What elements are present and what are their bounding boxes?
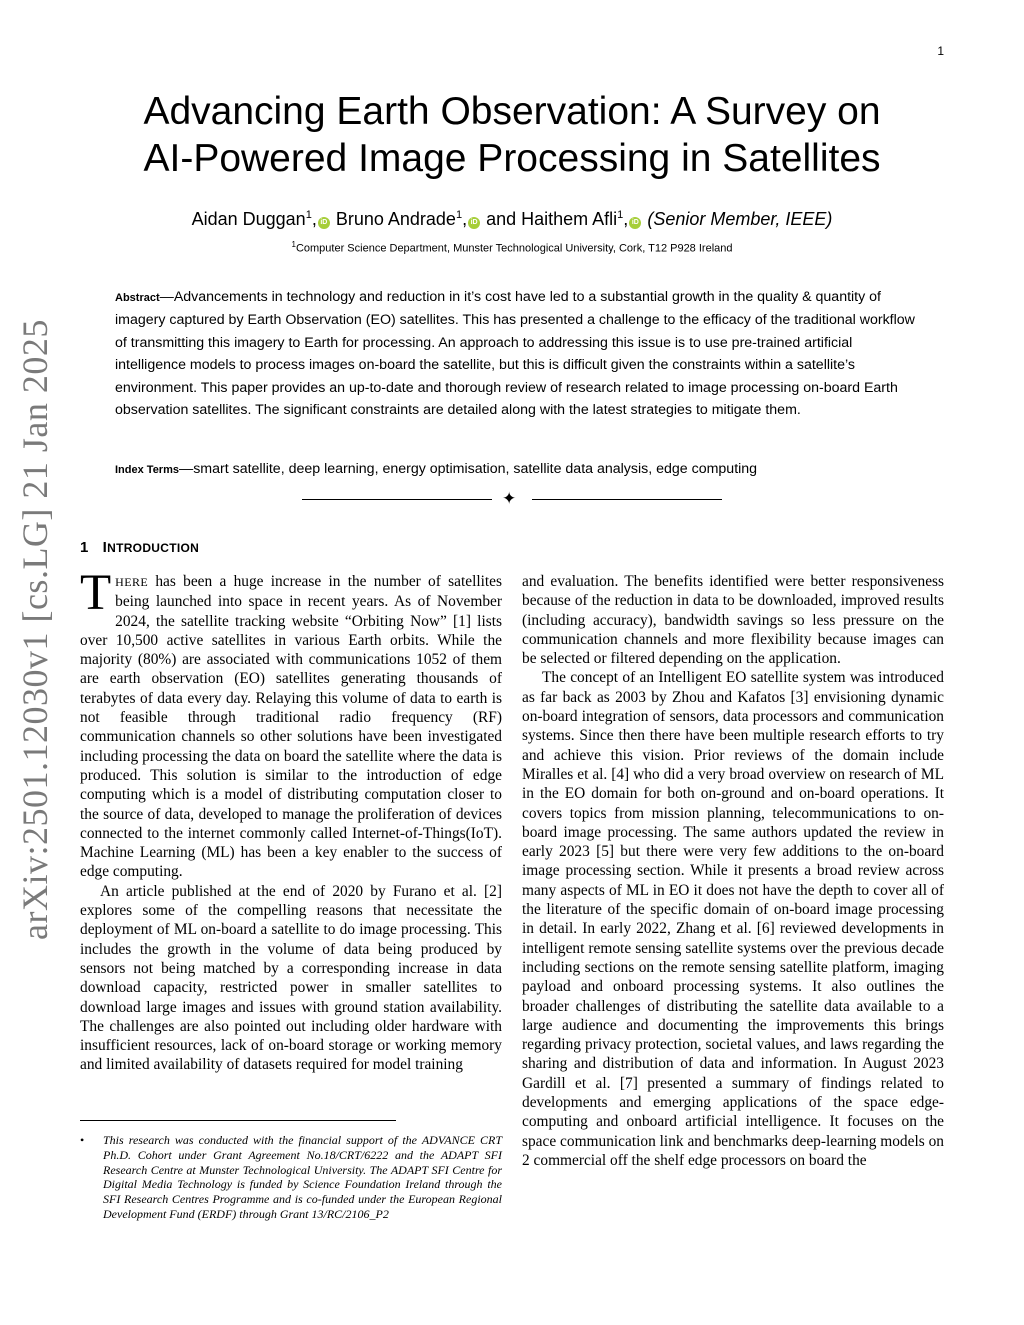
footnote-text: This research was conducted with the financial support of the ADVANCE CRT Ph.D. Cohort under Grant Agreement No.18/CRT/6222 and the ADAPT SFI Research Centre at Munster Technological University. The ADAPT SFI Centre for Digital Media Technology is funded by Science Foundation Ireland through the SFI Research Centres Programme and is co-funded under the European Regional Development Fund (ERDF) through Grant 13/RC/2106_P2 [103,1133,502,1221]
author-separator: , [462,209,468,229]
author-affil-mark: 1 [305,209,312,221]
author-separator: , [623,209,629,229]
abstract-label: Abstract [115,292,160,304]
paragraph: An article published at the end of 2020 by Furano et al. [2] explores some of the compelling reasons that necessitate the deployment of ML on-board a satellite to do image processing. This includes the growth in the volume of data being produced by sensors not being matched by a corresponding increase in data download capacity, restricted power in smaller satellites to download large images and issues with ground station availability. The challenges are also pointed out including older hardware with insufficient resources, lack of on-board storage or working memory and limited availability of datasets required for model training [80,882,502,1074]
index-terms-dash: — [179,461,194,477]
orcid-icon[interactable]: iD [318,217,330,229]
paper-title [80,88,944,182]
paragraph: The concept of an Intelligent EO satellite system was introduced as far back as 2003 by Zhou and Kafatos [3] envisioning dynamic on-board integration of sensors, data processors and communication systems. Since then there have been multiple research efforts to try and achieve this vision. Prior reviews of the domain include Miralles et al. [4] who did a very broad overview on research of ML in the EO domain for both on-ground and on-board operations. It covers topics from mission planning, telecommunications to on-board image processing. The same authors updated the review in early 2023 [5] but there were very few additions to the on-board image processing section. While it presents a broad review across many aspects of ML in EO it does not have the depth to cover all of the literature of the specific domain of on-board image processing in detail. In early 2022, Zhang et al. [6] reviewed developments in intelligent remote sensing satellite systems over the previous decade including sections on the remote sensing satellite platform, imaging payload and onboard processing systems. It also outlines the broader challenges of distributing the satellite data available to a large audience and documenting the improvements this brings regarding privacy protection, societal values, and laws regarding the sharing and distribution of data and information. In August 2023 Gardill et al. [7] presented a summary of findings related to developments and emerging applications of the space edge-computing and onboard artificial intelligence. It focuses on the space communication link and benchmarks deep-learning models on 2 commercial off the shelf edge processors on board the [522,669,944,1169]
affiliation [80,240,944,255]
author-name: and Haithem Afli [486,209,618,229]
paragraph: and evaluation. The benefits identified were better responsiveness because of the reduction in data to be downloaded, improved results (including accuracy), bandwidth savings so less pressure on the communication channels and more flexibility because images can be selected or filtered depending on the application. [522,573,944,668]
section-number: 1 [80,539,89,556]
footnote [80,1133,502,1222]
drop-cap: T [80,565,112,621]
divider-line-right [532,499,722,500]
section-divider [302,490,722,510]
author-affil-mark: 1 [455,209,463,221]
section-heading [80,539,199,556]
author-name: Aidan Duggan [191,209,306,229]
orcid-icon[interactable]: iD [468,217,480,229]
abstract-text: Advancements in technology and reduction in it’s cost have led to a substantial growth in the quality & quantity of imagery captured by Earth Observation (EO) satellites. This has presented a challenge to the efficacy of the traditional workflow of transmitting this imagery to Earth for processing. An approach to addressing this issue is to use pre-trained artificial intelligence models to process images on-board the satellite, but this is difficult given the constraints within a satellite’s environment. This paper provides an up-to-date and thorough review of research related to image processing on-board Earth observation satellites. The significant constraints are detailed along with the latest strategies to mitigate them. [115,289,915,419]
affiliation-mark: 1 [291,240,296,249]
author-note: (Senior Member, IEEE) [647,209,833,229]
abstract-dash: — [159,289,174,305]
section-title-rest: NTRODUCTION [107,541,200,555]
divider-diamond-icon: ✦ [502,489,517,509]
orcid-icon[interactable]: iD [629,217,641,229]
smallcaps-lead: HERE [115,575,149,589]
right-column [522,572,944,1170]
paragraph-text: has been a huge increase in the number of satellites being launched into space in recent years. As of November 2024, the satellite tracking website “Orbiting Now” [1] lists over 10,500 active satellites in various Earth orbits. While the majority (80%) are associated with communications 1052 of them are earth observation (EO) satellites generating thousands of terabytes of data every day. Relaying this volume of data to earth is not feasible through traditional radio frequency (RF) communication channels so other solutions have been investigated including processing the data on board the satellite where the data is produced. This solution is similar to the introduction of edge computing which is a model of distributing computation closer to the source of data, developed to manage the proliferation of devices connected to the internet commonly called Internet-of-Things(IoT). Machine Learning (ML) has been a key enabler to the success of edge computing. [80,573,502,881]
title-line-1: Advancing Earth Observation: A Survey on [143,90,881,133]
footnote-rule [80,1120,396,1121]
author-name: Bruno Andrade [335,209,456,229]
divider-line-left [302,499,492,500]
affiliation-text: Computer Science Department, Munster Technological University, Cork, T12 P928 Ireland [295,242,733,255]
footnote-bullet: • [80,1133,85,1147]
title-line-2: AI-Powered Image Processing in Satellites [143,137,881,180]
section-title-initial: I [102,539,108,556]
left-column [80,565,502,1075]
index-terms-text: smart satellite, deep learning, energy optimisation, satellite data analysis, edge computing [193,461,758,477]
abstract [115,286,915,421]
arxiv-stamp: arXiv:2501.12030v1 [cs.LG] 21 Jan 2025 [15,319,55,940]
index-terms [115,461,915,477]
author-affil-mark: 1 [617,209,624,221]
author-list [80,209,944,230]
index-terms-label: Index Terms [115,464,179,476]
paragraph [80,565,502,882]
author-separator: , [311,209,317,229]
page-number: 1 [937,44,944,58]
